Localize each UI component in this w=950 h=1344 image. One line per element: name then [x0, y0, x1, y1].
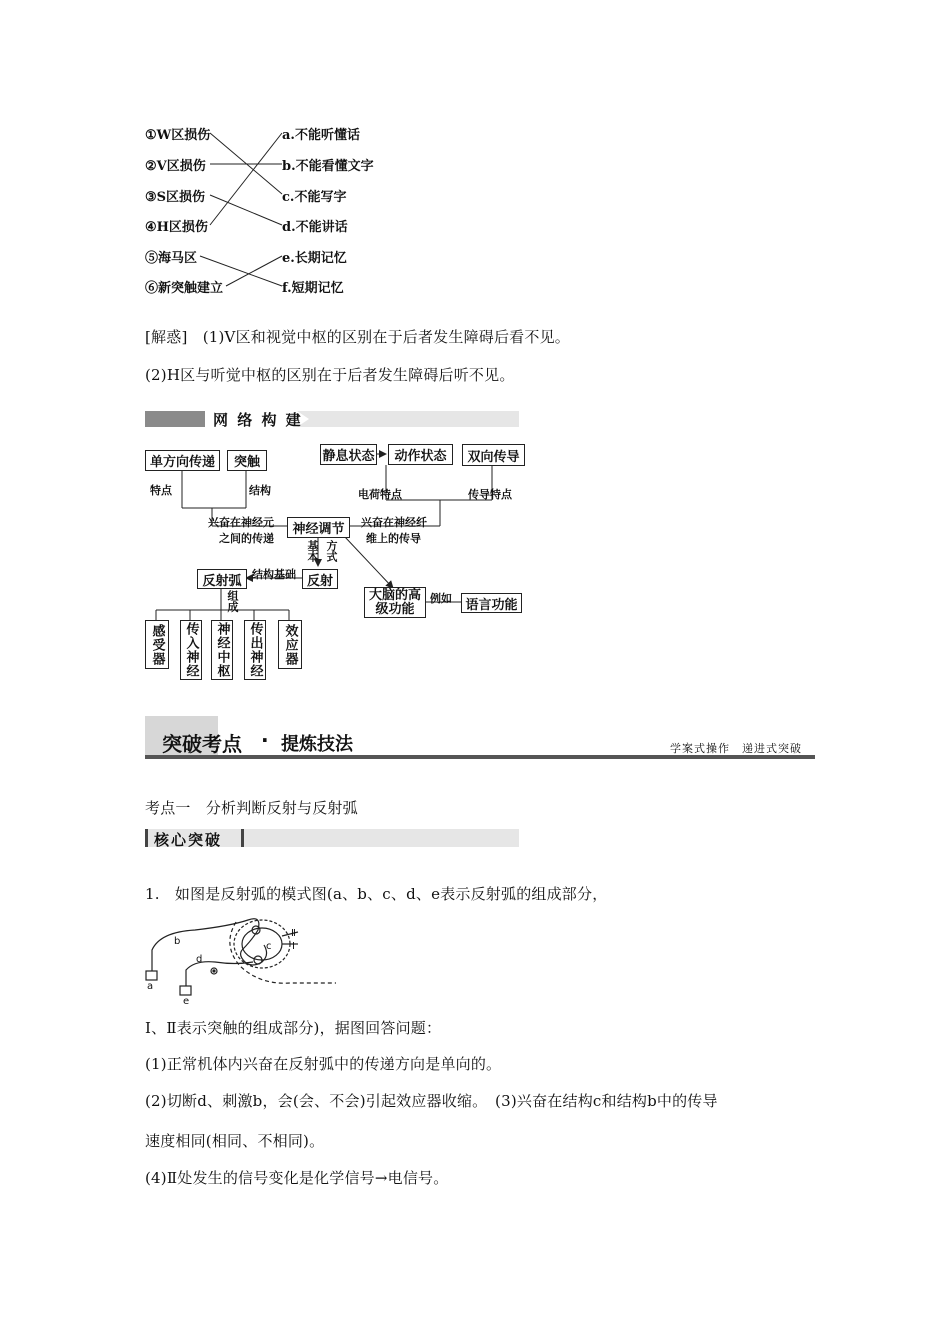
label-on-fiber-2: 维上的传导: [366, 532, 421, 545]
figure-label-d: d: [196, 954, 203, 965]
label-between-neurons-1: 兴奋在神经元: [208, 516, 274, 529]
node-afferent-nerve: 传入神经: [180, 620, 202, 680]
node-bidirectional-conduction: 双向传导: [462, 444, 525, 466]
node-neural-regulation: 神经调节: [287, 517, 350, 538]
figure-label-c: c: [266, 941, 272, 952]
answer-4: (4)Ⅱ处发生的信号变化是化学信号→电信号。: [145, 1169, 449, 1187]
label-basic: 基本: [306, 540, 319, 562]
node-action-state: 动作状态: [388, 444, 453, 465]
core-title: 核心突破: [154, 831, 223, 849]
explanation-line-2: (2)H区与听觉中枢的区别在于后者发生障碍后听不见。: [145, 366, 515, 384]
breakthrough-right-text: 学案式操作 递进式突破: [670, 742, 802, 755]
match-left-item: ③S区损伤: [145, 190, 206, 205]
figure-label-II: Ⅱ: [291, 928, 296, 939]
question-line-2: Ⅰ、Ⅱ表示突触的组成部分)，据图回答问题：: [145, 1019, 442, 1037]
node-efferent-nerve: 传出神经: [244, 620, 266, 680]
match-left-item: ⑤海马区: [145, 251, 198, 266]
breakthrough-title: 突破考点: [162, 732, 242, 756]
label-structure: 结构: [249, 484, 271, 497]
explanation-line-1: [解惑] (1)V区和视觉中枢的区别在于后者发生障碍后看不见。: [145, 328, 570, 346]
match-right-item: d.不能讲话: [282, 220, 348, 235]
answer-1: (1)正常机体内兴奋在反射弧中的传递方向是单向的。: [145, 1055, 502, 1073]
topic-heading: 考点一 分析判断反射与反射弧: [145, 799, 358, 817]
node-reflex-arc: 反射弧: [197, 569, 247, 589]
node-receptor: 感受器: [145, 620, 169, 669]
breakthrough-subtitle: 提炼技法: [281, 734, 353, 755]
label-conduction-feature: 传导特点: [468, 488, 512, 501]
question-line-1: 1. 如图是反射弧的模式图(a、b、c、d、e表示反射弧的组成部分，: [145, 885, 608, 903]
label-composition: 组成: [226, 590, 239, 612]
figure-label-a: a: [147, 981, 154, 992]
label-between-neurons-2: 之间的传递: [219, 532, 274, 545]
match-left-item: ④H区损伤: [145, 220, 208, 235]
label-structural-basis: 结构基础: [252, 568, 296, 581]
match-right-item: e.长期记忆: [282, 251, 347, 266]
match-left-item: ⑥新突触建立: [145, 281, 224, 296]
figure-label-e: e: [183, 996, 190, 1007]
node-oneway-transmission: 单方向传递: [145, 450, 220, 471]
label-on-fiber-1: 兴奋在神经纤: [361, 516, 427, 529]
answer-2: (2)切断d、刺激b，会(会、不会)引起效应器收缩。 (3)兴奋在结构c和结构b中的传导: [145, 1092, 718, 1110]
match-right-item: b.不能看懂文字: [282, 159, 374, 174]
figure-label-b: b: [174, 936, 181, 947]
label-charge-feature: 电荷特点: [358, 488, 402, 501]
node-nerve-center: 神经中枢: [211, 620, 233, 680]
node-reflex: 反射: [302, 569, 338, 589]
label-example: 例如: [430, 592, 452, 605]
match-right-item: f.短期记忆: [282, 281, 344, 296]
label-method: 方式: [325, 540, 338, 562]
breakthrough-dot: ·: [261, 728, 269, 752]
node-synapse: 突触: [227, 450, 267, 471]
answer-3: 速度相同(相同、不相同)。: [145, 1132, 325, 1150]
match-right-item: c.不能写字: [282, 190, 347, 205]
figure-label-I: Ⅰ: [292, 941, 295, 952]
match-right-item: a.不能听懂话: [282, 128, 360, 143]
node-brain-advanced-function: 大脑的高级功能: [364, 587, 426, 618]
node-effector: 效应器: [278, 620, 302, 669]
node-language-function: 语言功能: [461, 593, 522, 613]
section-title: 网 络 构 建: [213, 411, 303, 429]
match-left-item: ②V区损伤: [145, 159, 206, 174]
node-resting-state: 静息状态: [320, 444, 377, 465]
match-left-item: ①W区损伤: [145, 128, 211, 143]
label-feature: 特点: [150, 484, 172, 497]
